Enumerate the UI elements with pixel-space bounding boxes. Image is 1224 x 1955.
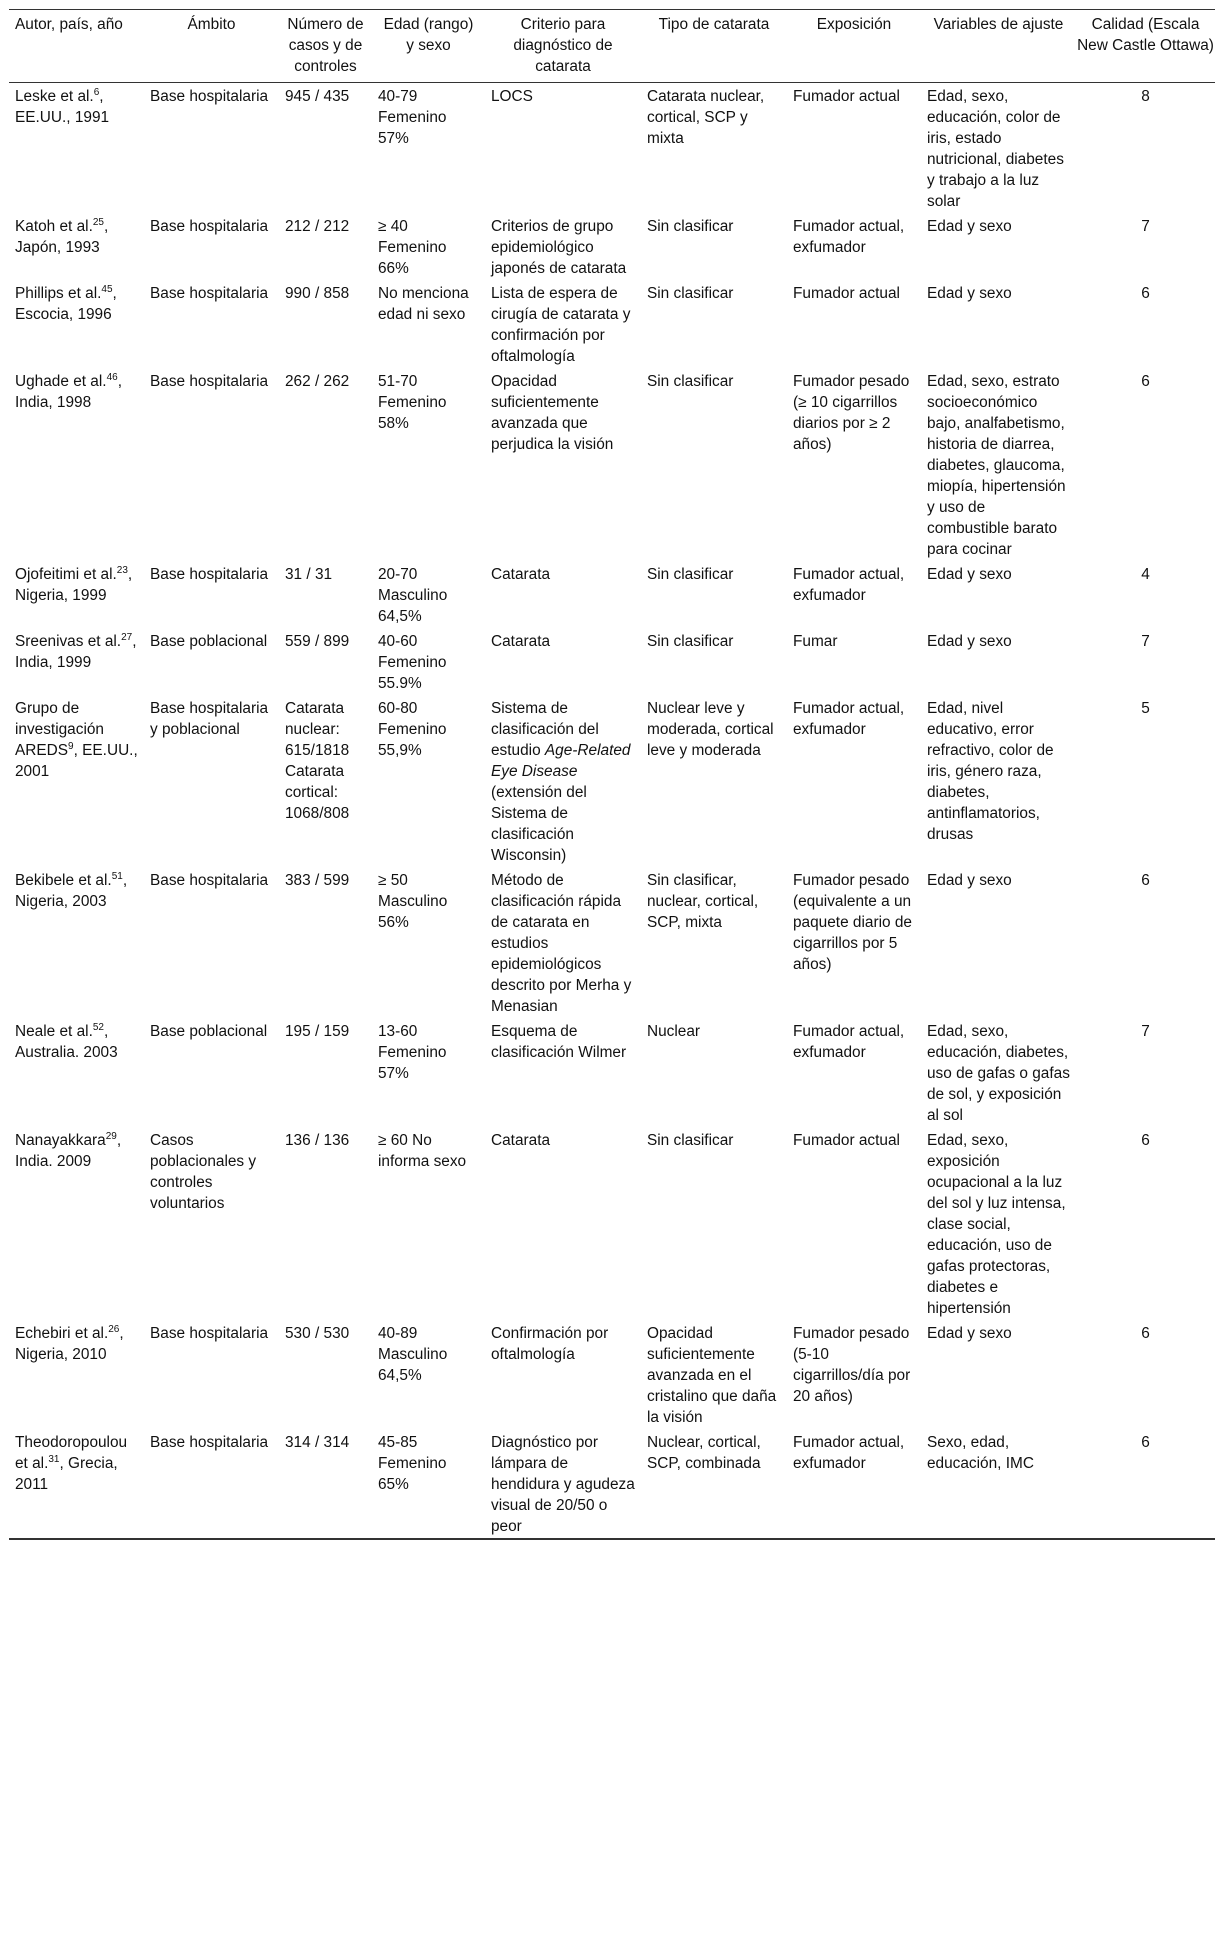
author-name: Theodoropoulou et al.: [15, 1434, 128, 1472]
author-country-year: , Nigeria, 1999: [15, 566, 133, 604]
author-country-year: , Japón, 1993: [15, 218, 109, 256]
cell-edad: 20-70 Masculino 64,5%: [378, 566, 448, 625]
cell-ambito: Base hospitalaria y poblacional: [150, 700, 269, 738]
criterio-text-end: (extensión del Sistema de clasificación Wisconsin): [491, 784, 587, 864]
cell-variables: Edad y sexo: [927, 218, 1012, 235]
cell-criterio: Confirmación por oftalmología: [491, 1325, 609, 1363]
reference-number: 31: [48, 1453, 60, 1465]
cell-tipo: Sin clasificar: [647, 633, 734, 650]
table-row: [9, 1320, 1215, 1429]
cell-casos: 990 / 858: [285, 285, 350, 302]
cell-exposicion: Fumador actual: [793, 1132, 900, 1149]
author-country-year: , Australia. 2003: [15, 1023, 118, 1061]
cell-tipo: Sin clasificar: [647, 373, 734, 390]
cell-ambito: Base hospitalaria: [150, 285, 269, 302]
cell-edad: 45-85 Femenino 65%: [372, 1429, 485, 1539]
cell-variables: Edad y sexo: [927, 285, 1012, 302]
author-country-year: , India, 1999: [15, 633, 137, 671]
reference-number: 51: [111, 870, 123, 882]
cell-ambito: Base poblacional: [150, 633, 268, 650]
cell-criterio: Catarata: [491, 1132, 551, 1149]
cell-exposicion: Fumador pesado (5-10 cigarrillos/día por 20 años): [793, 1325, 911, 1405]
cell-casos: 31 / 31: [285, 566, 333, 583]
cell-exposicion: Fumador actual, exfumador: [793, 218, 905, 256]
author-country-year: , Nigeria, 2003: [15, 872, 128, 910]
table-row: [9, 368, 1215, 561]
header-autor: Autor, país, año: [9, 10, 144, 83]
cell-autor: [9, 1127, 144, 1320]
cell-exposicion: Fumador pesado (equivalente a un paquete diario de cigarrillos por 5 años): [793, 872, 912, 973]
cell-autor: [9, 1320, 144, 1429]
author-name: Nanayakkara: [15, 1132, 106, 1149]
table-body: [9, 83, 1215, 1540]
cell-edad: 40-79 Femenino 57%: [378, 88, 447, 147]
cell-ambito: Base poblacional: [150, 1023, 268, 1040]
cell-tipo: Opacidad suficientemente avanzada en el cristalino que daña la visión: [647, 1325, 777, 1426]
author-name: Katoh et al.: [15, 218, 93, 235]
cell-tipo: Sin clasificar: [647, 285, 734, 302]
cell-criterio: LOCS: [491, 88, 533, 105]
cell-calidad: 6: [1076, 1429, 1215, 1539]
cell-criterio: Catarata: [491, 633, 551, 650]
cell-calidad: 6: [1141, 1132, 1150, 1149]
cell-criterio: Criterios de grupo epidemiológico japonés de catarata: [491, 218, 627, 277]
cell-variables: Edad, sexo, educación, diabetes, uso de gafas o gafas de sol, y exposición al sol: [927, 1023, 1070, 1124]
cell-exposicion: Fumador actual: [793, 285, 900, 302]
table-container: [9, 9, 1215, 1540]
cell-variables: Sexo, edad, educación, IMC: [921, 1429, 1076, 1539]
cell-casos: 530 / 530: [285, 1325, 350, 1342]
table-row: [9, 280, 1215, 368]
cell-tipo: Nuclear, cortical, SCP, combinada: [641, 1429, 787, 1539]
header-criterio: Criterio para diagnóstico de catarata: [485, 10, 641, 83]
cell-edad: No menciona edad ni sexo: [378, 285, 469, 323]
cell-autor: [9, 628, 144, 695]
reference-number: 52: [92, 1021, 104, 1033]
author-country-year: , EE.UU., 2001: [15, 742, 138, 780]
reference-number: 25: [92, 216, 104, 228]
cell-autor: [9, 695, 144, 867]
cell-casos: Catarata nuclear: 615/1818 Catarata cortical: 1068/808: [285, 700, 350, 822]
author-name: Bekibele et al.: [15, 872, 112, 889]
cell-variables: Edad y sexo: [927, 633, 1012, 650]
cell-criterio: [485, 695, 641, 867]
cell-calidad: 6: [1141, 872, 1150, 889]
cell-calidad: 5: [1141, 700, 1150, 717]
header-casos: Número de casos y de controles: [279, 10, 372, 83]
criterio-text: Sistema de clasificación del estudio: [491, 700, 599, 759]
cell-variables: Edad, nivel educativo, error refractivo, color de iris, género raza, diabetes, antinflamatorios, drusas: [927, 700, 1054, 843]
cell-criterio: Opacidad suficientemente avanzada que perjudica la visión: [491, 373, 614, 453]
cell-tipo: Sin clasificar: [647, 1132, 734, 1149]
cell-tipo: Sin clasificar, nuclear, cortical, SCP, mixta: [647, 872, 759, 931]
cell-casos: 383 / 599: [285, 872, 350, 889]
cell-casos: 136 / 136: [285, 1132, 350, 1149]
cell-edad: 13-60 Femenino 57%: [378, 1023, 447, 1082]
author-country-year: , Nigeria, 2010: [15, 1325, 124, 1363]
table-row: [9, 695, 1215, 867]
cell-ambito: Base hospitalaria: [150, 566, 269, 583]
header-calidad: Calidad (Escala New Castle Ottawa): [1076, 10, 1215, 83]
reference-number: 9: [68, 740, 74, 752]
table-row: [9, 1018, 1215, 1127]
author-name: Neale et al.: [15, 1023, 93, 1040]
cell-autor: [9, 867, 144, 1018]
reference-number: 27: [121, 631, 133, 643]
reference-number: 26: [108, 1323, 120, 1335]
cell-tipo: Nuclear: [647, 1023, 701, 1040]
author-country-year: , Grecia, 2011: [15, 1455, 118, 1493]
table-row: [9, 213, 1215, 280]
cell-exposicion: Fumador actual, exfumador: [793, 1023, 905, 1061]
cell-autor: [9, 213, 144, 280]
header-tipo: Tipo de catarata: [641, 10, 787, 83]
cell-calidad: 6: [1141, 1325, 1150, 1342]
cell-tipo: Sin clasificar: [647, 218, 734, 235]
reference-number: 6: [93, 86, 100, 98]
cell-tipo: Sin clasificar: [647, 566, 734, 583]
table-row: [9, 83, 1215, 214]
cell-exposicion: Fumador actual, exfumador: [793, 566, 905, 604]
author-country-year: , India, 1998: [15, 373, 122, 411]
cell-casos: 262 / 262: [285, 373, 350, 390]
cell-ambito: Base hospitalaria: [150, 1325, 269, 1342]
cell-ambito: Base hospitalaria: [150, 872, 269, 889]
cell-casos: 559 / 899: [285, 633, 350, 650]
author-name: Ughade et al.: [15, 373, 107, 390]
cell-criterio: Método de clasificación rápida de catarata en estudios epidemiológicos descrito por Merha y Menasian: [491, 872, 632, 1015]
cell-ambito: Base hospitalaria: [150, 373, 269, 390]
cell-autor: [9, 1018, 144, 1127]
cell-exposicion: Fumador actual: [793, 88, 900, 105]
cell-tipo: Catarata nuclear, cortical, SCP y mixta: [647, 88, 765, 147]
reference-number: 45: [101, 283, 113, 295]
reference-number: 23: [116, 564, 128, 576]
cell-edad: 51-70 Femenino 58%: [378, 373, 447, 432]
cell-autor: [9, 280, 144, 368]
cell-casos: 314 / 314: [279, 1429, 372, 1539]
author-name: Phillips et al.: [15, 285, 102, 302]
cell-variables: Edad y sexo: [927, 1325, 1012, 1342]
reference-number: 29: [105, 1130, 117, 1142]
cell-ambito: Base hospitalaria: [150, 88, 269, 105]
reference-number: 46: [106, 371, 118, 383]
cell-variables: Edad, sexo, estrato socioeconómico bajo, analfabetismo, historia de diarrea, diabetes, glaucoma, miopía, hipertensión y uso de combustible barato para cocinar: [927, 373, 1066, 558]
cell-criterio: Catarata: [491, 566, 551, 583]
cell-edad: ≥ 50 Masculino 56%: [378, 872, 448, 931]
cell-edad: ≥ 40 Femenino 66%: [378, 218, 447, 277]
cell-variables: Edad y sexo: [927, 872, 1012, 889]
cell-variables: Edad, sexo, exposición ocupacional a la luz del sol y luz intensa, clase social, educación, uso de gafas protectoras, diabetes e hipertensión: [927, 1132, 1066, 1317]
author-name: Leske et al.: [15, 88, 94, 105]
cell-ambito: Casos poblacionales y controles voluntarios: [150, 1132, 257, 1212]
cell-exposicion: Fumador actual, exfumador: [793, 700, 905, 738]
author-country-year: , India. 2009: [15, 1132, 122, 1170]
author-name: Sreenivas et al.: [15, 633, 122, 650]
cell-calidad: 6: [1141, 285, 1150, 302]
cell-calidad: 7: [1141, 218, 1150, 235]
cell-edad: 40-60 Femenino 55.9%: [378, 633, 447, 692]
cell-exposicion: Fumar: [793, 633, 838, 650]
cell-autor: [9, 368, 144, 561]
table-row: [9, 867, 1215, 1018]
table-row: [9, 1127, 1215, 1320]
header-ambito: Ámbito: [144, 10, 279, 83]
criterio-italic: Age-Related Eye Disease: [491, 742, 631, 780]
cell-criterio: Esquema de clasificación Wilmer: [491, 1023, 627, 1061]
cell-autor: [9, 1429, 144, 1539]
table-row: [9, 628, 1215, 695]
cell-casos: 212 / 212: [285, 218, 350, 235]
author-country-year: , EE.UU., 1991: [15, 88, 110, 126]
cell-ambito: Base hospitalaria: [144, 1429, 279, 1539]
cell-calidad: 8: [1141, 88, 1150, 105]
cell-variables: Edad, sexo, educación, color de iris, estado nutricional, diabetes y trabajo a la luz solar: [927, 88, 1064, 210]
cell-casos: 945 / 435: [285, 88, 350, 105]
cell-criterio: Diagnóstico por lámpara de hendidura y agudeza visual de 20/50 o peor: [485, 1429, 641, 1539]
cell-variables: Edad y sexo: [927, 566, 1012, 583]
cell-tipo: Nuclear leve y moderada, cortical leve y moderada: [647, 700, 774, 759]
cell-exposicion: Fumador actual, exfumador: [787, 1429, 921, 1539]
author-name: Grupo de investigación AREDS: [15, 700, 104, 759]
cell-ambito: Base hospitalaria: [150, 218, 269, 235]
table-row: [9, 1429, 1215, 1539]
header-row: [9, 10, 1215, 83]
cell-calidad: 4: [1141, 566, 1150, 583]
cell-calidad: 7: [1141, 1023, 1150, 1040]
author-name: Echebiri et al.: [15, 1325, 109, 1342]
cell-calidad: 6: [1141, 373, 1150, 390]
author-country-year: , Escocia, 1996: [15, 285, 117, 323]
studies-table: [9, 9, 1215, 1540]
cell-edad: ≥ 60 No informa sexo: [378, 1132, 467, 1170]
cell-criterio: Lista de espera de cirugía de catarata y confirmación por oftalmología: [491, 285, 631, 365]
header-variables: Variables de ajuste: [921, 10, 1076, 83]
header-edad: Edad (rango) y sexo: [372, 10, 485, 83]
cell-calidad: 7: [1141, 633, 1150, 650]
cell-casos: 195 / 159: [285, 1023, 350, 1040]
table-row: [9, 561, 1215, 628]
cell-edad: 60-80 Femenino 55,9%: [378, 700, 447, 759]
cell-autor: [9, 83, 144, 214]
author-name: Ojofeitimi et al.: [15, 566, 117, 583]
cell-autor: [9, 561, 144, 628]
cell-edad: 40-89 Masculino 64,5%: [378, 1325, 448, 1384]
header-exposicion: Exposición: [787, 10, 921, 83]
cell-exposicion: Fumador pesado (≥ 10 cigarrillos diarios por ≥ 2 años): [793, 373, 910, 453]
